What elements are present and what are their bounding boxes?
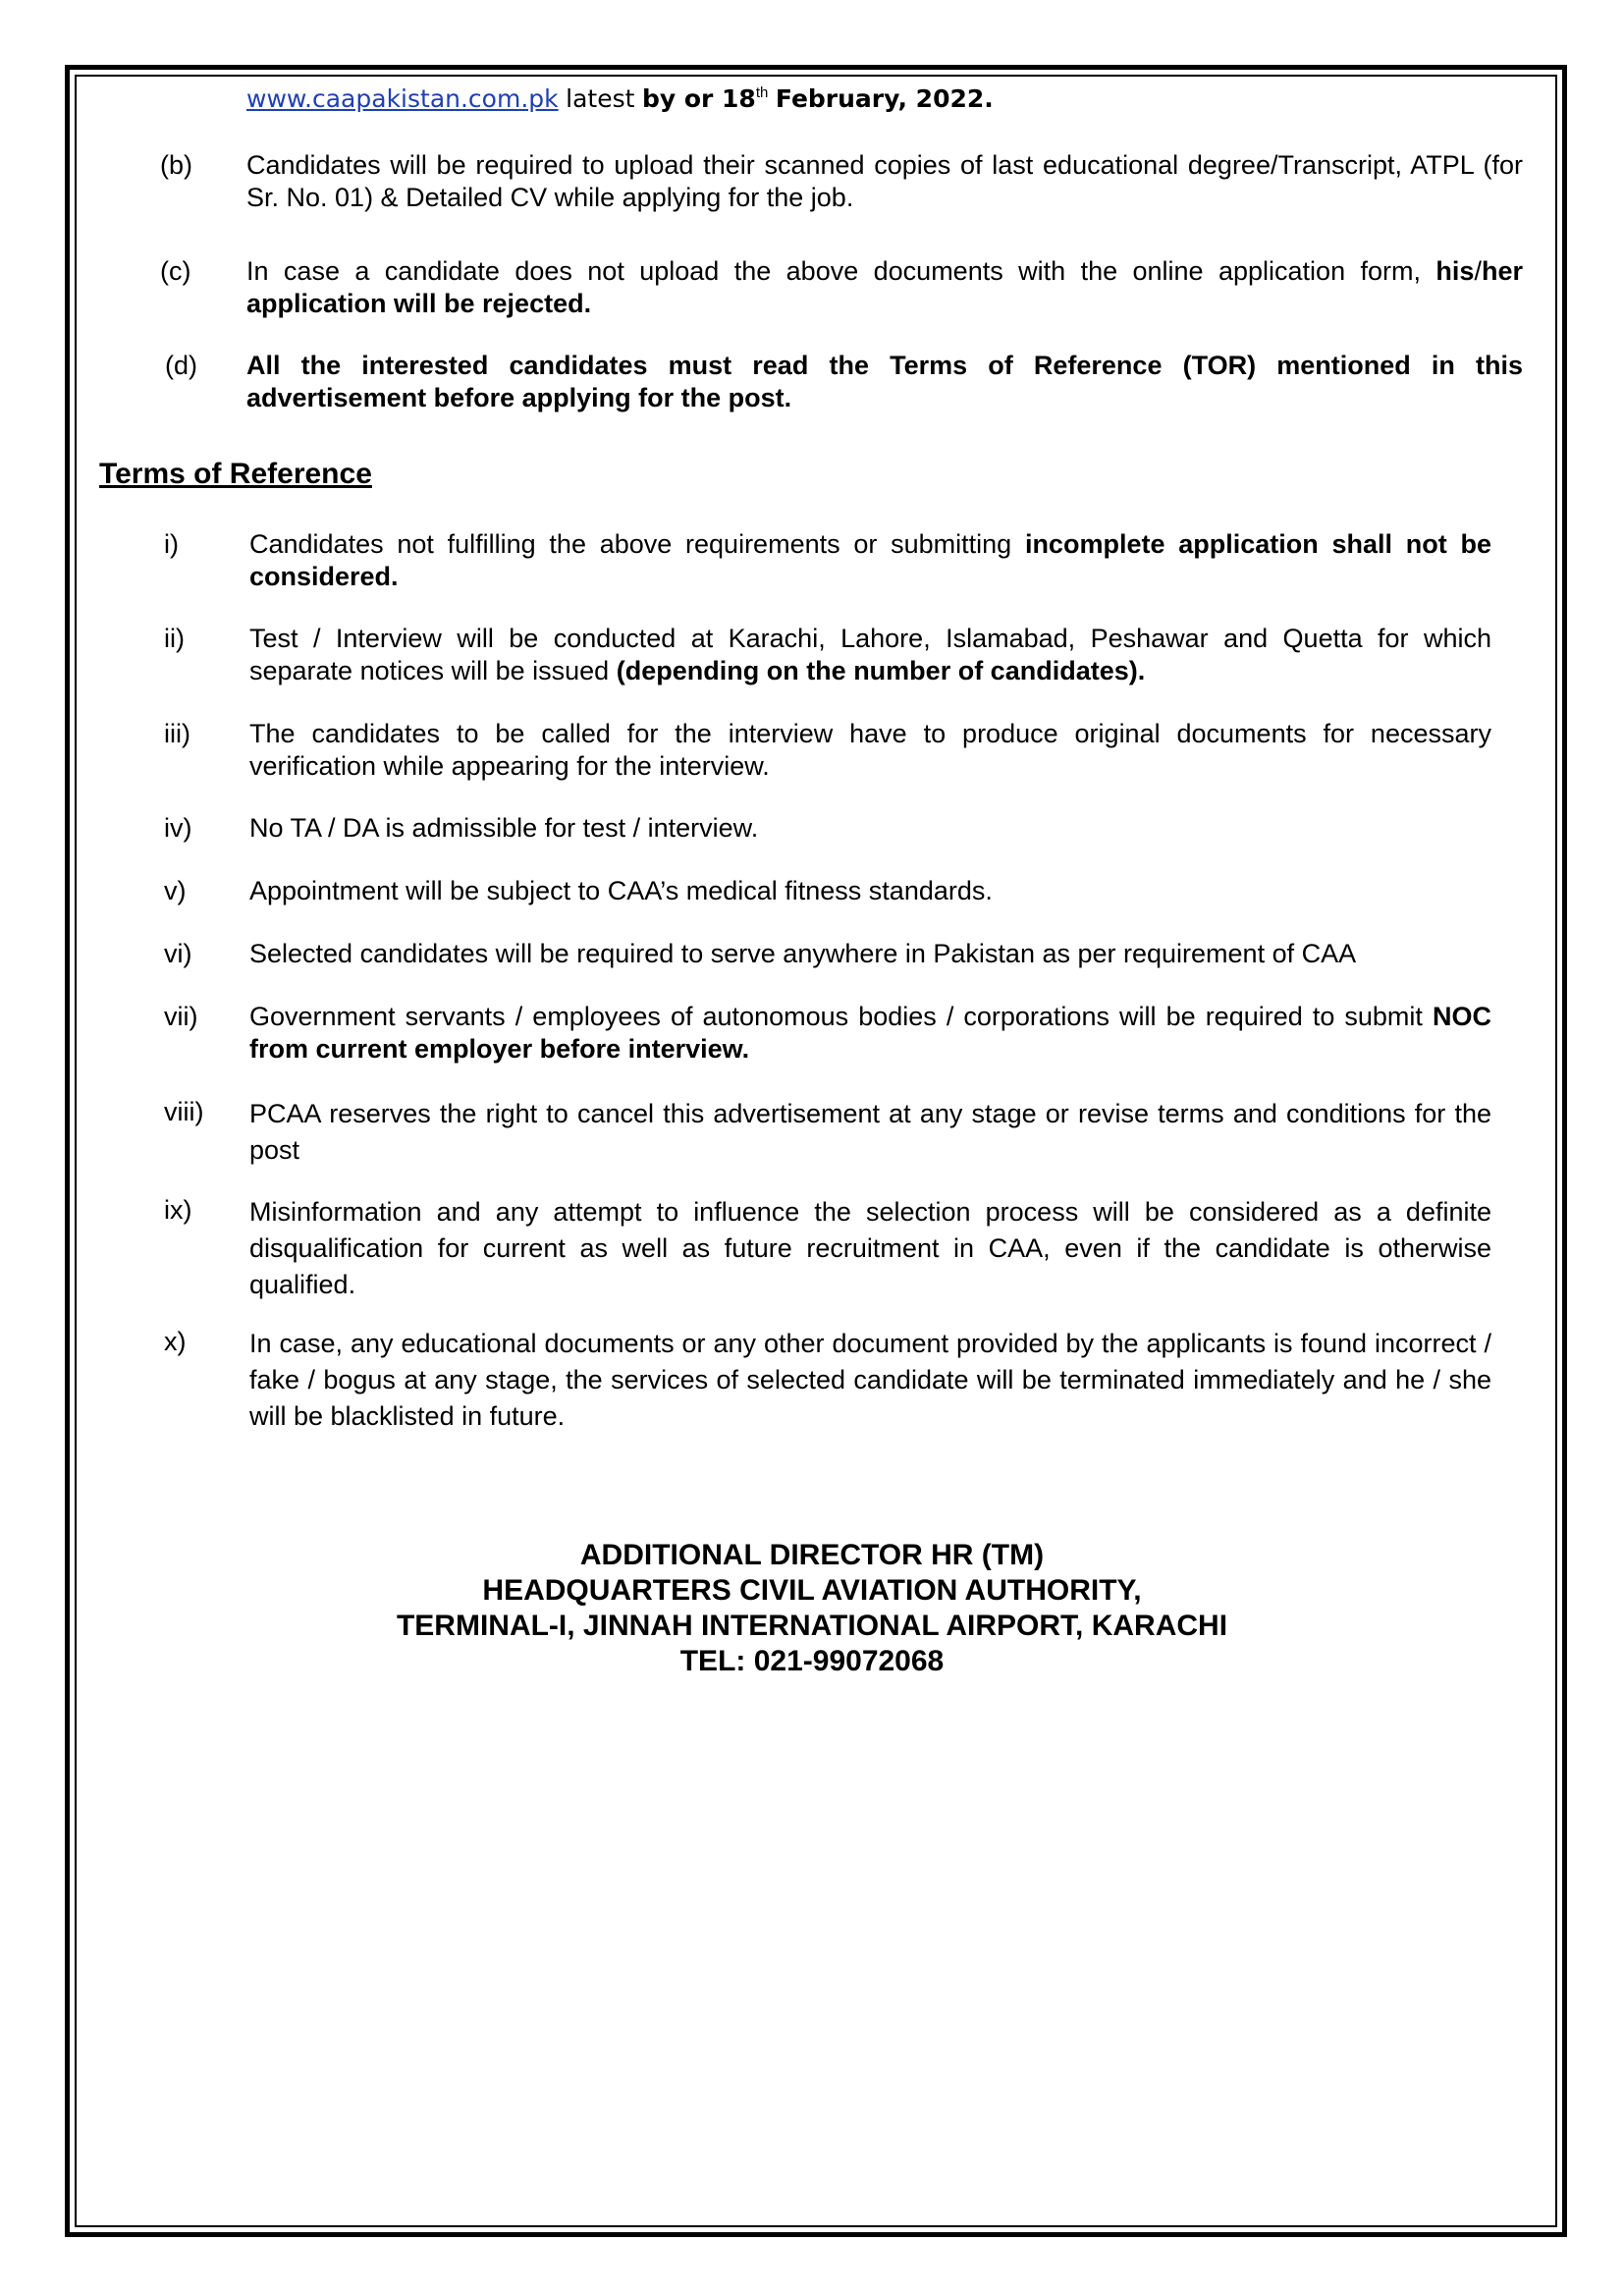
tor-bold: (depending on the number of candidates). bbox=[616, 656, 1146, 685]
tor-item bbox=[249, 938, 1491, 970]
tor-label: ii) bbox=[164, 624, 185, 653]
tor-item bbox=[249, 1194, 1491, 1303]
signature-address: TERMINAL-I, JINNAH INTERNATIONAL AIRPORT, KARACHI bbox=[396, 1610, 1228, 1642]
clause-c-bold1: his bbox=[1435, 256, 1475, 286]
tor-bold: incomplete application shall not be considered. bbox=[249, 529, 1491, 591]
tor-label: iii) bbox=[164, 719, 190, 748]
latest-text: latest bbox=[566, 84, 635, 113]
tor-text: Government servants / employees of autonomous bodies / corporations will be required to submit bbox=[249, 1002, 1423, 1031]
tor-text: Selected candidates will be required to serve anywhere in Pakistan as per requirement of CAA bbox=[249, 939, 1357, 968]
tor-heading: Terms of Reference bbox=[99, 458, 372, 490]
caa-website-link[interactable]: www.caapakistan.com.pk bbox=[246, 84, 559, 113]
tor-text: Misinformation and any attempt to influence the selection process will be considered as a definite disqualification for current as well as future recruitment in CAA, even if the candidate is otherwise qualified. bbox=[249, 1197, 1491, 1299]
tor-item bbox=[249, 875, 1491, 907]
deadline-by: by or 18 bbox=[641, 84, 756, 113]
clause-b-text: Candidates will be required to upload their scanned copies of last educational degree/Transcript, ATPL (for Sr. No. 01) & Detailed CV while applying for the job. bbox=[246, 150, 1523, 212]
tor-label: viii) bbox=[164, 1097, 204, 1126]
tor-text: Test / Interview will be conducted at Karachi, Lahore, Islamabad, Peshawar and Quetta for which separate notices will be issued bbox=[249, 624, 1491, 685]
deadline-date: February, 2022. bbox=[775, 84, 994, 113]
signature-phone: TEL: 021-99072068 bbox=[679, 1645, 945, 1677]
clause-c-bold2: her application will be rejected. bbox=[246, 256, 1523, 318]
ordinal-suffix: th bbox=[755, 84, 769, 101]
tor-text: Candidates not fulfilling the above requirements or submitting bbox=[249, 529, 1012, 559]
clause-text bbox=[246, 255, 1523, 320]
tor-label: v) bbox=[164, 876, 187, 905]
clause-label: (d) bbox=[165, 351, 197, 380]
clause-c-text: In case a candidate does not upload the above documents with the online application form, bbox=[246, 256, 1421, 286]
tor-label: iv) bbox=[164, 813, 192, 843]
tor-label: x) bbox=[164, 1327, 187, 1356]
tor-item bbox=[249, 1326, 1491, 1435]
signature-title: ADDITIONAL DIRECTOR HR (TM) bbox=[579, 1539, 1045, 1571]
tor-text: In case, any educational documents or any other document provided by the applicants is found incorrect / fake / bogus at any stage, the services of selected candidate will be terminated immediately and he / she will be blacklisted in future. bbox=[249, 1329, 1491, 1431]
signature-org: HEADQUARTERS CIVIL AVIATION AUTHORITY, bbox=[482, 1574, 1142, 1607]
clause-label: (b) bbox=[160, 150, 192, 180]
tor-item bbox=[249, 718, 1491, 783]
tor-item bbox=[249, 1001, 1491, 1066]
tor-item bbox=[249, 1096, 1491, 1169]
tor-item bbox=[249, 623, 1491, 687]
clause-text bbox=[246, 350, 1523, 414]
tor-text: PCAA reserves the right to cancel this advertisement at any stage or revise terms and conditions for the post bbox=[249, 1099, 1491, 1165]
clause-label: (c) bbox=[160, 256, 191, 286]
tor-item bbox=[249, 528, 1491, 593]
tor-text: The candidates to be called for the interview have to produce original documents for necessary verification while appearing for the interview. bbox=[249, 719, 1491, 781]
tor-text: No TA / DA is admissible for test / interview. bbox=[249, 813, 759, 843]
tor-label: vii) bbox=[164, 1002, 198, 1031]
clause-text bbox=[246, 149, 1523, 214]
tor-item bbox=[249, 812, 1491, 845]
tor-label: i) bbox=[164, 529, 179, 559]
clause-c-slash: / bbox=[1474, 256, 1482, 286]
tor-bold: NOC from current employer before interview. bbox=[249, 1002, 1491, 1064]
deadline-line bbox=[246, 82, 1523, 115]
tor-text: Appointment will be subject to CAA’s medical fitness standards. bbox=[249, 876, 993, 905]
tor-label: ix) bbox=[164, 1195, 192, 1225]
tor-label: vi) bbox=[164, 939, 192, 968]
clause-d-bold: All the interested candidates must read the Terms of Reference (TOR) mentioned in this advertisement before applying for the post. bbox=[246, 351, 1523, 412]
